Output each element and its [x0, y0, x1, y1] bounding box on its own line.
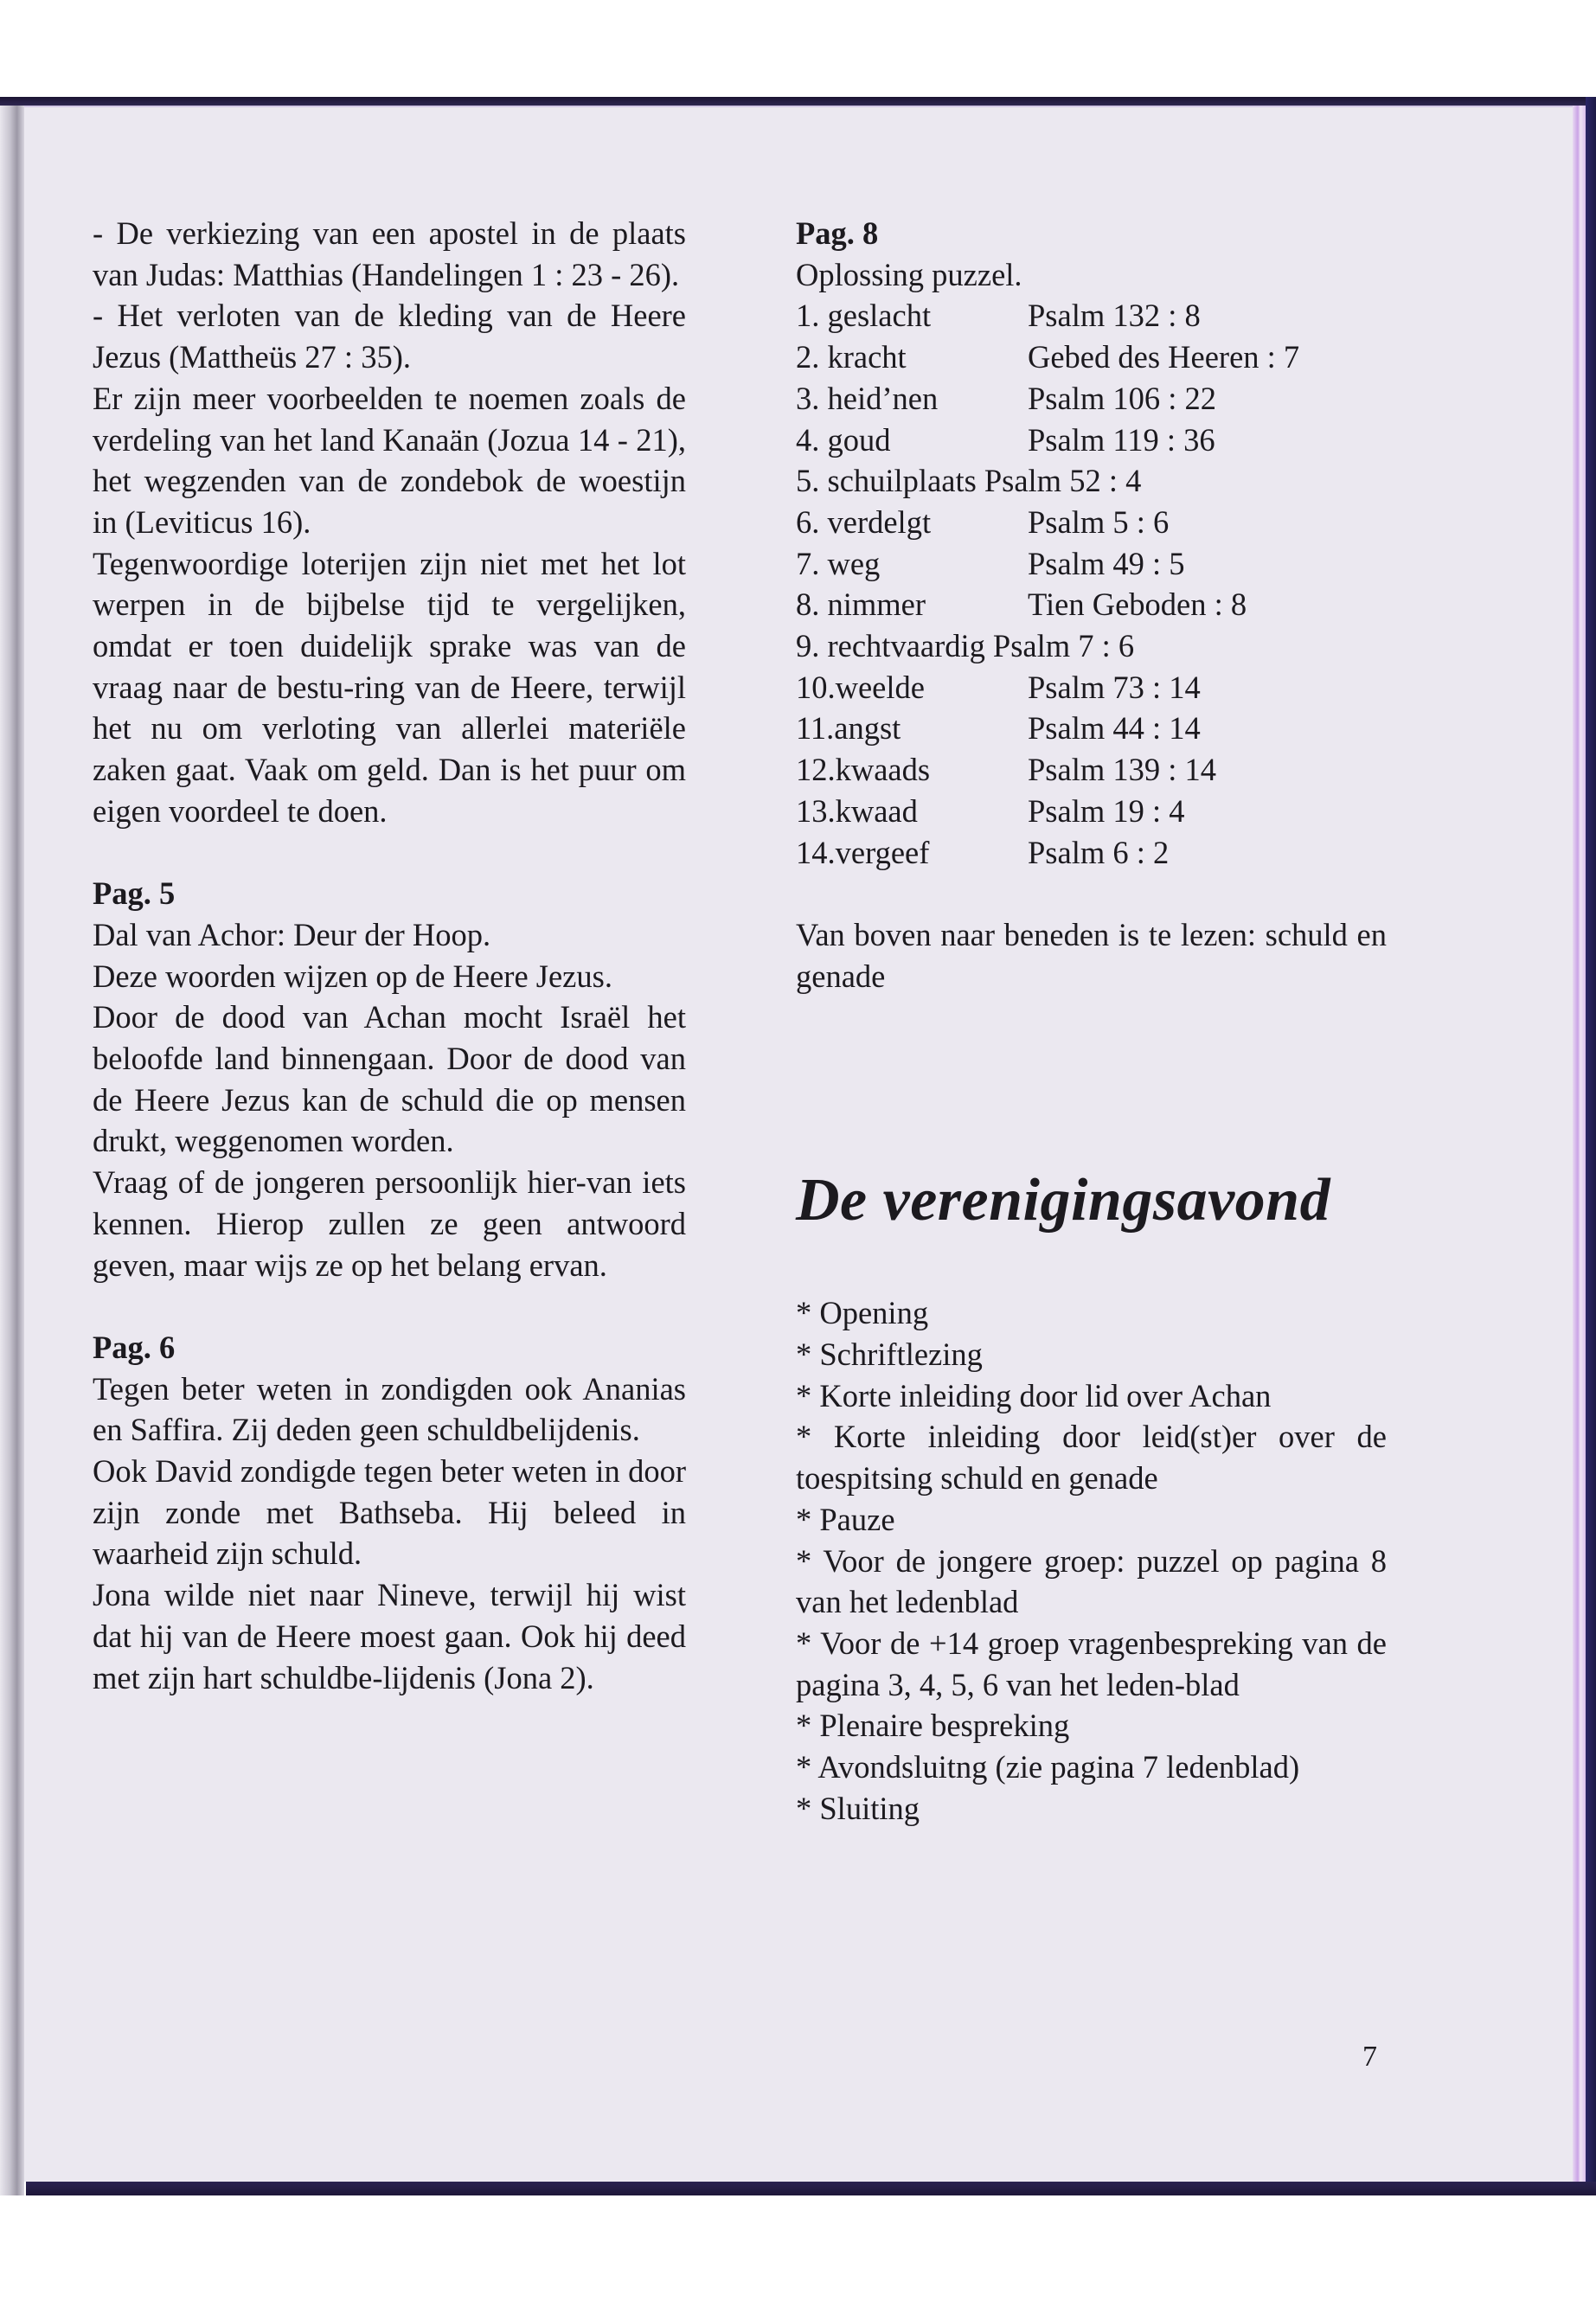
solution-reference: Psalm 106 : 22 — [1028, 380, 1217, 416]
cover-right-edge — [1586, 97, 1596, 2195]
solution-reference: Tien Geboden : 8 — [1028, 586, 1247, 623]
agenda-list — [796, 1292, 1387, 1829]
puzzle-solution-row — [796, 502, 1387, 543]
puzzle-conclusion: Van boven naar beneden is te lezen: schuld en genade — [796, 916, 1387, 994]
agenda-item: * Voor de +14 groep vragenbespreking van de pagina 3, 4, 5, 6 van het leden-blad — [796, 1625, 1387, 1702]
solution-reference: Psalm 44 : 14 — [1028, 710, 1201, 747]
spacer — [796, 873, 1387, 914]
book-spine — [0, 106, 24, 2195]
paragraph-election-apostle: - De verkiezing van een apostel in de plaats van Judas: Matthias (Handelingen 1 : 23 - 26). — [93, 215, 686, 292]
spacer — [796, 1235, 1387, 1292]
paragraph: Door de dood van Achan mocht Israël het beloofde land binnengaan. Door de dood van de Heere Jezus kan de schuld die op mensen drukt, weggenomen worden. — [93, 999, 686, 1159]
section-pag8 — [796, 213, 1387, 997]
solution-reference: Psalm 49 : 5 — [1028, 545, 1185, 581]
paragraph: Jona wilde niet naar Nineve, terwijl hij wist dat hij van de Heere moest gaan. Ook hij deed met zijn hart schuldbe-lijdenis (Jona 2). — [93, 1577, 686, 1695]
paragraph: Dal van Achor: Deur der Hoop. — [93, 916, 491, 952]
section-heading: Pag. 6 — [93, 1329, 176, 1365]
page-number: 7 — [1362, 2041, 1377, 2073]
paragraph: Deze woorden wijzen op de Heere Jezus. — [93, 958, 612, 994]
solution-word: 6. verdelgt — [796, 503, 932, 540]
solution-reference: Psalm 19 : 4 — [1028, 792, 1185, 829]
spacer — [93, 832, 686, 874]
agenda-item: * Sluiting — [796, 1790, 920, 1826]
puzzle-solution-row — [796, 336, 1387, 378]
solution-reference: Psalm 7 : 6 — [992, 628, 1135, 664]
paragraph: Tegen beter weten in zondigden ook Ananias en Saffira. Zij deden geen schuldbelijdenis. — [93, 1370, 686, 1448]
solution-word: 4. goud — [796, 421, 891, 458]
section-pag6 — [93, 1327, 686, 1698]
puzzle-subtitle: Oplossing puzzel. — [796, 256, 1022, 292]
solution-word: 8. nimmer — [796, 586, 926, 623]
solution-reference: Psalm 6 : 2 — [1028, 834, 1170, 870]
solution-reference: Psalm 73 : 14 — [1028, 669, 1201, 705]
spacer — [93, 1285, 686, 1327]
agenda-item: * Schriftlezing — [796, 1336, 983, 1373]
spacer — [796, 997, 1387, 1166]
solution-word: 2. kracht — [796, 339, 907, 375]
solution-reference: Psalm 119 : 36 — [1028, 421, 1215, 458]
section-heading: Pag. 8 — [796, 215, 879, 251]
puzzle-solution-row — [796, 584, 1387, 625]
agenda-item: * Korte inleiding door leid(st)er over de toespitsing schuld en genade — [796, 1419, 1387, 1497]
solution-word: 9. rechtvaardig — [796, 628, 985, 664]
solution-reference: Psalm 139 : 14 — [1028, 752, 1217, 788]
puzzle-solution-row — [796, 625, 1387, 667]
puzzle-solution-row — [796, 667, 1387, 708]
section-heading: Pag. 5 — [93, 875, 176, 912]
paragraph-more-examples: Er zijn meer voorbeelden te noemen zoals de verdeling van het land Kanaän (Jozua 14 - 21), het wegzenden van de zondebok de woestijn in (Leviticus 16). — [93, 380, 686, 540]
solution-reference: Psalm 5 : 6 — [1028, 503, 1170, 540]
agenda-item: * Avondsluitng (zie pagina 7 ledenblad) — [796, 1749, 1300, 1785]
solution-word: 7. weg — [796, 545, 881, 581]
cover-bottom-edge — [26, 2182, 1596, 2195]
cover-top-edge — [0, 97, 1592, 106]
puzzle-solution-row — [796, 543, 1387, 585]
puzzle-solution-row — [796, 420, 1387, 461]
puzzle-solution-row — [796, 791, 1387, 832]
solution-word: 14.vergeef — [796, 834, 930, 870]
solution-word: 10.weelde — [796, 669, 925, 705]
paragraph: Vraag of de jongeren persoonlijk hier-van iets kennen. Hierop zullen ze geen antwoord geven, maar wijs ze op het belang ervan. — [93, 1164, 686, 1283]
puzzle-solution-row — [796, 749, 1387, 791]
agenda-item: * Pauze — [796, 1501, 895, 1537]
puzzle-solution-row — [796, 378, 1387, 420]
solution-reference: Psalm 132 : 8 — [1028, 298, 1201, 334]
page-edges — [1573, 106, 1586, 2182]
solution-word: 5. schuilplaats — [796, 463, 977, 499]
agenda-item: * Opening — [796, 1295, 929, 1331]
section-pag5 — [93, 873, 686, 1285]
left-column — [93, 213, 686, 1698]
section-evening — [796, 1166, 1387, 1829]
puzzle-solution-row — [796, 708, 1387, 749]
puzzle-solutions-list — [796, 295, 1387, 873]
solution-reference: Gebed des Heeren : 7 — [1028, 339, 1300, 375]
paragraph: Ook David zondigde tegen beter weten in door zijn zonde met Bathseba. Hij beleed in waarheid zijn schuld. — [93, 1453, 686, 1572]
solution-word: 13.kwaad — [796, 792, 918, 829]
agenda-item: * Korte inleiding door lid over Achan — [796, 1377, 1272, 1413]
solution-word: 3. heid’nen — [796, 380, 939, 416]
solution-word: 12.kwaads — [796, 752, 931, 788]
puzzle-solution-row — [796, 295, 1387, 336]
solution-word: 11.angst — [796, 710, 901, 747]
agenda-item: * Plenaire bespreking — [796, 1708, 1070, 1744]
evening-title: De verenigingsavond — [796, 1167, 1331, 1234]
puzzle-solution-row — [796, 460, 1387, 502]
agenda-item: * Voor de jongere groep: puzzel op pagina 8 van het ledenblad — [796, 1542, 1387, 1620]
solution-reference: Psalm 52 : 4 — [984, 463, 1142, 499]
solution-word: 1. geslacht — [796, 298, 932, 334]
right-column — [796, 213, 1387, 1829]
puzzle-solution-row — [796, 832, 1387, 874]
paragraph-clothing-lots: - Het verloten van de kleding van de Heere Jezus (Mattheüs 27 : 35). — [93, 298, 686, 375]
paragraph-lotteries: Tegenwoordige loterijen zijn niet met het lot werpen in de bijbelse tijd te vergelijken, omdat er toen duidelijk sprake was van de vraag naar de bestu-ring van de Heere, terwijl het nu om verloting van allerlei materiële zaken gaat. Vaak om geld. Dan is het puur om eigen voordeel te doen. — [93, 545, 686, 829]
